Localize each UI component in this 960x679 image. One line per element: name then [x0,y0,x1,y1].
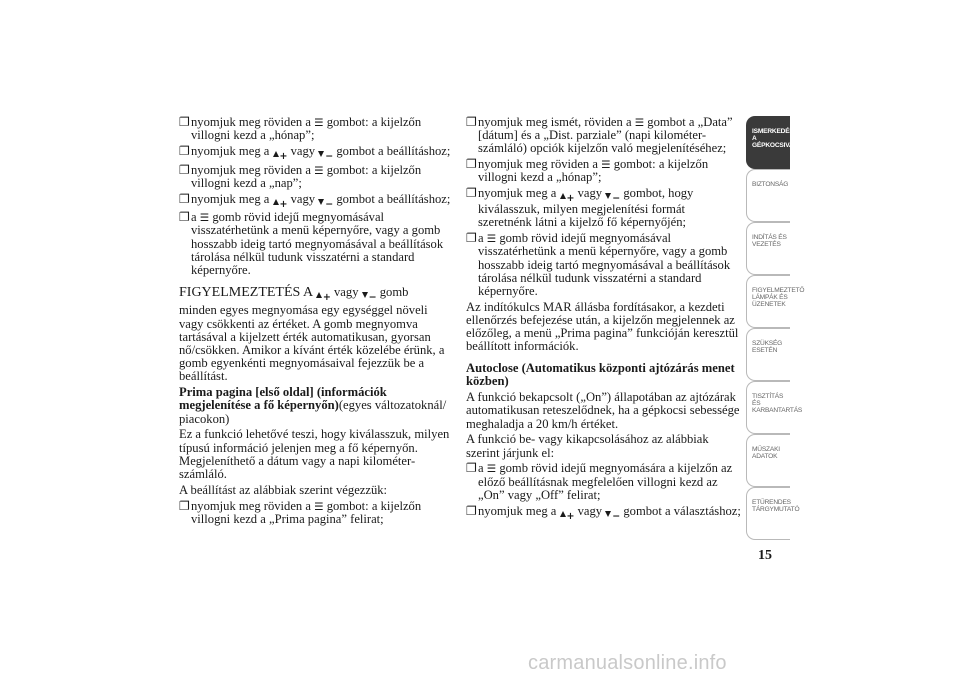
menu-button-icon: ☰ [314,164,324,177]
paragraph: Ez a funkció lehetővé teszi, hogy kiválasszuk, milyen típusú információ jelenjen meg a fő képernyőn. Megjeleníthető a dátum vagy a napi kilométer-számláló. [179,427,450,482]
checkbox-bullet-icon: ❐ [179,191,190,206]
list-item: ❐ a ☰ gomb rövid idejű megnyomására a kijelzőn az előző beállításnak megfelelően villogni kezd az „On” vagy „Off” felirat; [466,461,733,502]
list-item: ❐ nyomjuk meg a + vagy − gombot a beállításhoz; [179,191,451,210]
checkbox-bullet-icon: ❐ [466,157,477,172]
tab-biztonsag[interactable]: BIZTONSÁG [746,169,790,222]
up-plus-button-icon: + [273,147,288,161]
checkbox-bullet-icon: ❐ [179,498,190,513]
down-minus-button-icon: − [362,288,377,302]
paragraph: A funkció bekapcsolt („On”) állapotában az ajtózárak automatikusan reteszelődnek, ha a gépkocsi sebessége meghaladja a 20 km/h értéket. [466,390,740,431]
down-minus-button-icon: − [318,195,333,209]
tab-muszaki[interactable]: MŰSZAKI ADATOK [746,434,790,487]
list-item: ❐ nyomjuk meg a + vagy − gombot a választáshoz; [466,503,741,522]
tab-inditas[interactable]: INDÍTÁS ÉS VEZETÉS [746,222,790,275]
checkbox-bullet-icon: ❐ [179,144,190,158]
checkbox-bullet-icon: ❐ [466,503,477,518]
up-plus-button-icon: + [273,195,288,209]
menu-button-icon: ☰ [486,233,497,246]
paragraph: Prima pagina [első oldal] (információk megjelenítése a fő képernyőn)(egyes változatoknál/ piacokon) [179,385,447,426]
tab-figyelmezteto[interactable]: FIGYELMEZTETŐ LÁMPÁK ÉS ÜZENETEK [746,275,790,328]
checkbox-bullet-icon: ❐ [466,461,477,476]
list-item: ❐ nyomjuk meg röviden a ☰ gombot: a kijelzőn villogni kezd a „Prima pagina” felirat; [179,498,422,526]
list-item: ❐ nyomjuk meg a + vagy − gombot a beállításhoz; [179,144,451,162]
down-minus-button-icon: − [318,147,333,161]
menu-button-icon: ☰ [601,159,611,172]
tab-szukseg[interactable]: SZÜKSÉG ESETÉN [746,328,790,381]
checkbox-bullet-icon: ❐ [179,210,190,225]
chapter-tabs [746,116,805,543]
watermark: carmanualsonline.info [528,652,727,674]
left-column [179,116,451,529]
tab-tisztitas[interactable]: TISZTÍTÁS ÉS KARBANTARTÁS [746,381,790,434]
down-minus-button-icon: − [605,507,620,521]
up-plus-button-icon: + [560,189,575,203]
up-plus-button-icon: + [560,507,575,521]
section-heading: Autoclose (Automatikus központi ajtózárás menet közben) [466,361,735,389]
checkbox-bullet-icon: ❐ [466,186,477,201]
checkbox-bullet-icon: ❐ [466,231,477,246]
checkbox-bullet-icon: ❐ [179,162,190,177]
menu-button-icon: ☰ [314,500,324,513]
list-item: ❐ nyomjuk meg ismét, röviden a ☰ gombot a „Data” [dátum] és a „Dist. parziale” (napi kilométer-számláló) opciók kijelzőn való megjelenítéséhez; [466,115,733,156]
list-item: ❐ a ☰ gomb rövid idejű megnyomásával visszatérhetünk a menü képernyőre, vagy a gomb hosszabb ideig tartó megnyomásával a beállítások tárolása nélkül tudunk visszatérni a standard képernyőre. [179,210,444,277]
list-item: ❐ nyomjuk meg a + vagy − gombot, hogy kiválasszuk, milyen megjelenítési formát szeretnénk látni a kijelző fő képernyőjén; [466,186,694,230]
paragraph: Az indítókulcs MAR állásba fordításakor, a kezdeti ellenőrzés befejezése után, a kijelzőn megjelennek az előzőleg, a menü „Prima pagina” funkcióján keresztül beállított információk. [466,299,739,354]
checkbox-bullet-icon: ❐ [179,115,190,129]
list-item: ❐ nyomjuk meg röviden a ☰ gombot: a kijelzőn villogni kezd a „nap”; [179,162,422,190]
menu-button-icon: ☰ [486,463,497,476]
up-plus-button-icon: + [316,288,331,302]
paragraph: minden egyes megnyomása egy egységgel növeli vagy csökkenti az értéket. A gomb megnyomva tartásával a kijelzett érték automatikusan, gyorsan nő/csökken. Amikor a kívánt érték közelébe érünk, a gomb egyenkénti megnyomásaival fejezzük be a beállítást. [179,303,445,384]
paragraph: A beállítást az alábbiak szerint végezzük: [179,482,388,497]
section-heading: FIGYELMEZTETÉS A + vagy − gomb [179,284,409,303]
list-item: ❐ a ☰ gomb rövid idejű megnyomásával visszatérhetünk a menü képernyőre, vagy a gomb hosszabb ideig tartó megnyomásával a beállítások tárolása nélkül tudunk visszatérni a standard képernyőre. [466,231,731,299]
list-item: ❐ nyomjuk meg röviden a ☰ gombot: a kijelzőn villogni kezd a „hónap”; [179,115,422,143]
menu-button-icon: ☰ [634,117,645,129]
page-number: 15 [758,548,772,563]
menu-button-icon: ☰ [314,117,324,129]
paragraph: A funkció be- vagy kikapcsolásához az alábbiak szerint járjunk el: [466,432,709,460]
checkbox-bullet-icon: ❐ [466,115,477,129]
down-minus-button-icon: − [605,189,620,203]
menu-button-icon: ☰ [199,212,210,225]
list-item: ❐ nyomjuk meg röviden a ☰ gombot: a kijelzőn villogni kezd a „hónap”; [466,157,709,185]
tab-ismerkedes[interactable]: ISMERKEDÉS A GÉPKOCSIVAL [746,116,790,169]
tab-targymutato[interactable]: ETŰRENDES TÁRGYMUTATÓ [746,487,790,540]
right-column [466,116,741,523]
